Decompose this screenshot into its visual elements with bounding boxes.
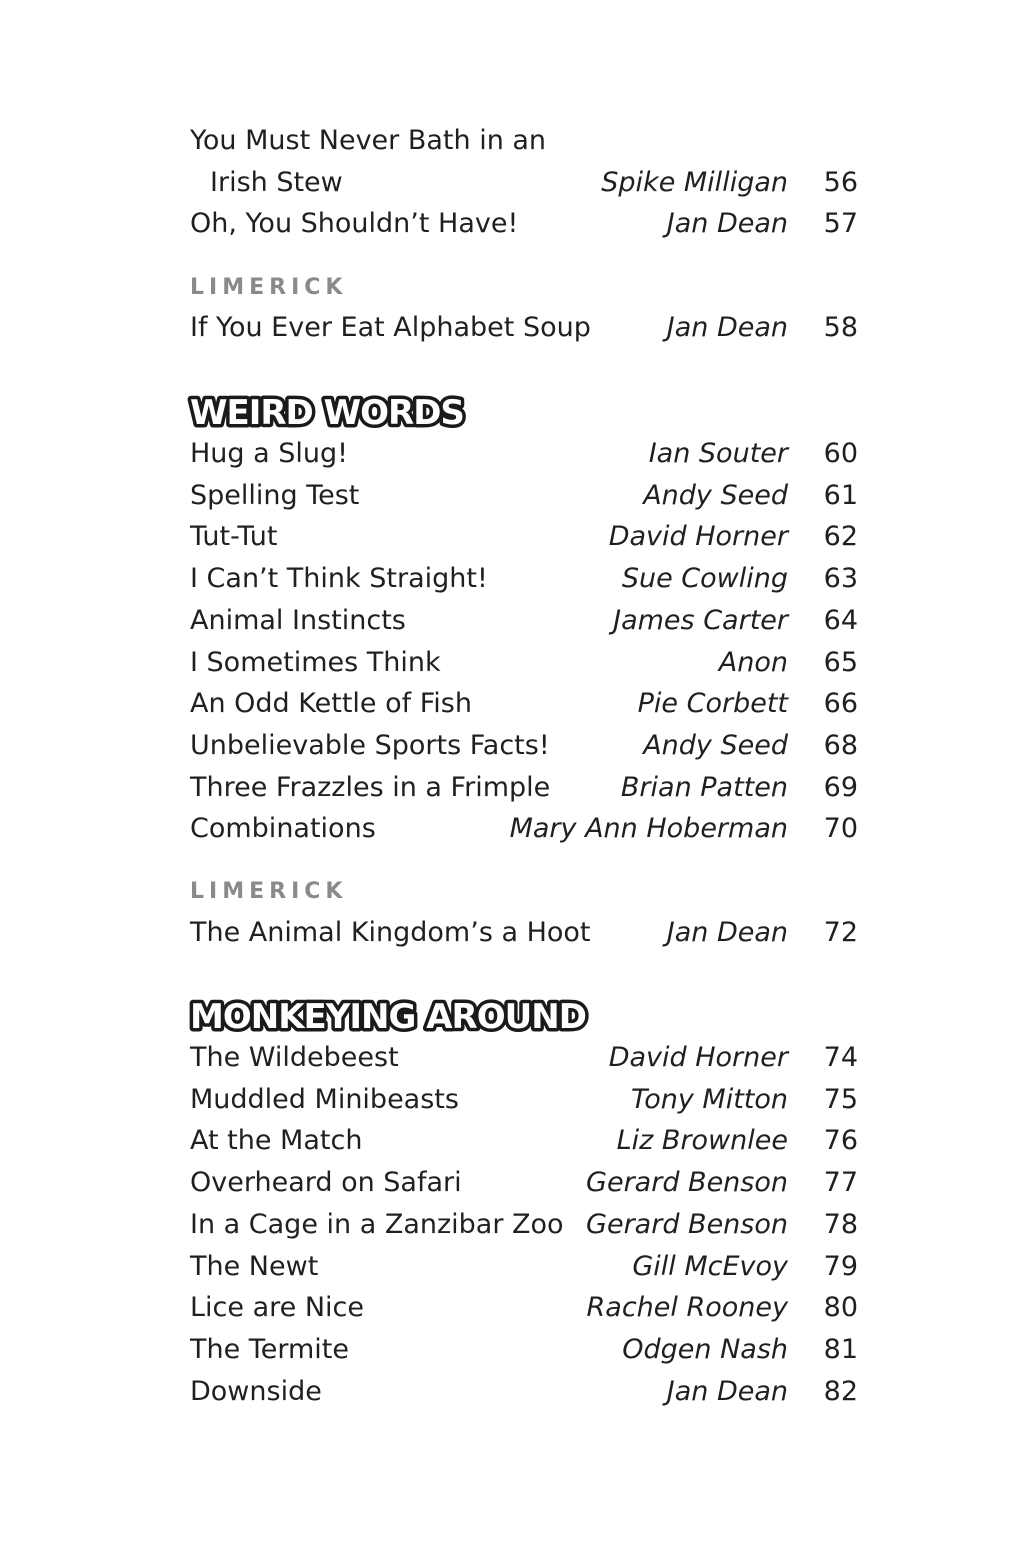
entry-title: Lice are Nice: [190, 1292, 364, 1324]
entry-page: 77: [823, 1167, 858, 1199]
entry-title: The Termite: [190, 1333, 349, 1365]
toc-entry: [190, 685, 858, 723]
entry-title: Overheard on Safari: [190, 1167, 462, 1199]
entry-author: Ian Souter: [648, 438, 788, 469]
entry-title: Hug a Slug!: [190, 438, 348, 469]
entry-page: 66: [823, 688, 858, 720]
toc-entry: [190, 122, 858, 160]
toc-entry: [190, 602, 858, 640]
entry-title: You Must Never Bath in an: [190, 125, 547, 156]
entry-author: Gerard Benson: [586, 1208, 788, 1240]
entry-page: 81: [823, 1333, 858, 1365]
toc-entry: [190, 205, 858, 243]
entry-author: Jan Dean: [666, 1375, 788, 1407]
section-heading-text: WEIRD WORDS: [190, 393, 464, 432]
entry-page: 60: [823, 438, 858, 469]
entry-title: In a Cage in a Zanzibar Zoo: [190, 1208, 564, 1240]
entry-author: Gill McEvoy: [632, 1250, 788, 1282]
toc-entry: [190, 1289, 858, 1327]
entry-page: 79: [823, 1250, 858, 1282]
entry-page: 58: [823, 312, 858, 343]
entry-title: At the Match: [190, 1125, 363, 1157]
entry-title: Spelling Test: [190, 479, 360, 511]
entry-author: Andy Seed: [643, 479, 788, 511]
entry-author: Jan Dean: [666, 917, 788, 948]
entry-page: 68: [823, 729, 858, 761]
entry-page: 64: [823, 604, 858, 636]
entry-page: 57: [823, 208, 858, 239]
entry-page: 72: [823, 917, 858, 948]
entry-title: Irish Stew: [210, 167, 343, 198]
entry-page: 78: [823, 1208, 858, 1240]
entry-page: 76: [823, 1125, 858, 1157]
toc-entry: [190, 1248, 858, 1286]
entry-author: Jan Dean: [666, 312, 788, 343]
toc-entry: [190, 309, 858, 347]
entry-page: 74: [823, 1042, 858, 1073]
toc-entry: [190, 1039, 858, 1077]
entry-author: Brian Patten: [620, 771, 788, 803]
entry-author: Jan Dean: [666, 208, 788, 239]
entry-author: Spike Milligan: [601, 167, 788, 198]
entry-title: Downside: [190, 1375, 322, 1407]
limerick-label: LIMERICK: [190, 275, 348, 300]
entry-page: 82: [823, 1375, 858, 1407]
entry-title: If You Ever Eat Alphabet Soup: [190, 312, 591, 343]
entry-author: Rachel Rooney: [586, 1292, 788, 1324]
entry-author: Sue Cowling: [621, 563, 788, 595]
entry-author: Pie Corbett: [637, 688, 788, 720]
entry-page: 69: [823, 771, 858, 803]
section-heading-weird-words: [186, 388, 606, 432]
toc-entry: [190, 1331, 858, 1369]
entry-page: 63: [823, 563, 858, 595]
entry-author: James Carter: [613, 604, 788, 636]
entry-page: 62: [823, 521, 858, 553]
toc-entry: [190, 1206, 858, 1244]
toc-entry: [190, 435, 858, 473]
entry-title: Tut-Tut: [190, 521, 278, 553]
toc-entry: [190, 1373, 858, 1411]
entry-page: 61: [823, 479, 858, 511]
entry-title: An Odd Kettle of Fish: [190, 688, 472, 720]
toc-entry: [190, 810, 858, 848]
section-heading-monkeying-around: [186, 992, 746, 1036]
entry-author: Odgen Nash: [622, 1333, 788, 1365]
entry-page: 80: [823, 1292, 858, 1324]
toc-entry: [190, 477, 858, 515]
section-heading-text: MONKEYING AROUND: [190, 997, 586, 1036]
entry-author: Liz Brownlee: [616, 1125, 788, 1157]
entry-author: Tony Mitton: [631, 1083, 788, 1115]
toc-entry: [190, 1081, 858, 1119]
entry-title: Combinations: [190, 813, 376, 845]
entry-title: The Wildebeest: [190, 1042, 399, 1073]
entry-page: 70: [823, 813, 858, 845]
toc-entry: [190, 727, 858, 765]
entry-page: 75: [823, 1083, 858, 1115]
entry-author: David Horner: [608, 521, 788, 553]
entry-title: I Sometimes Think: [190, 646, 441, 678]
entry-author: Andy Seed: [643, 729, 788, 761]
toc-entry: [190, 644, 858, 682]
entry-title: The Animal Kingdom’s a Hoot: [190, 917, 591, 948]
entry-page: 56: [823, 167, 858, 198]
entry-title: Animal Instincts: [190, 604, 406, 636]
entry-title: The Newt: [190, 1250, 319, 1282]
entry-title: Unbelievable Sports Facts!: [190, 729, 550, 761]
entry-author: Anon: [718, 646, 788, 678]
entry-title: I Can’t Think Straight!: [190, 563, 488, 595]
entry-title: Muddled Minibeasts: [190, 1083, 459, 1115]
entry-author: Gerard Benson: [586, 1167, 788, 1199]
toc-entry: [190, 914, 858, 952]
entry-title: Oh, You Shouldn’t Have!: [190, 208, 519, 239]
entry-title: Three Frazzles in a Frimple: [190, 771, 551, 803]
limerick-label: LIMERICK: [190, 879, 348, 904]
entry-author: David Horner: [608, 1042, 788, 1073]
toc-entry: [190, 1164, 858, 1202]
entry-author: Mary Ann Hoberman: [509, 813, 788, 845]
entry-page: 65: [823, 646, 858, 678]
toc-entry: [190, 518, 858, 556]
toc-entry: [190, 1122, 858, 1160]
toc-entry: [190, 164, 858, 202]
toc-entry: [190, 560, 858, 598]
toc-entry: [190, 769, 858, 807]
